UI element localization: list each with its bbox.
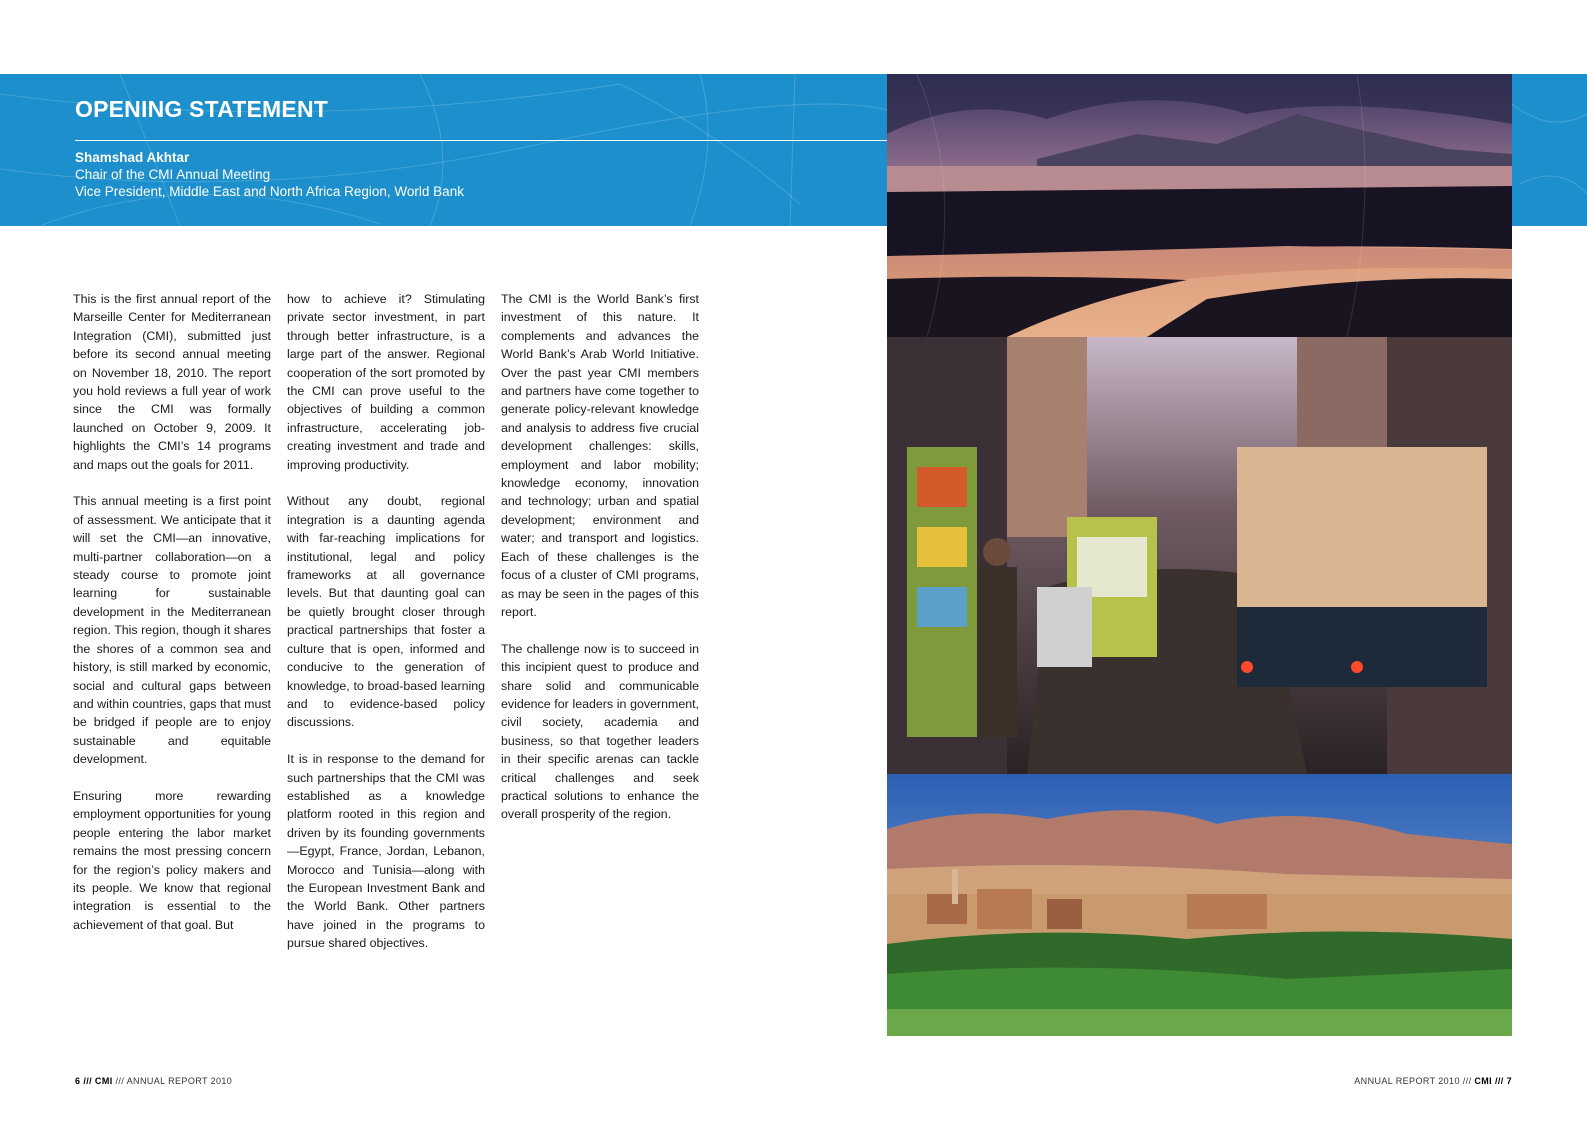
author-role: Chair of the CMI Annual Meeting xyxy=(75,167,271,182)
footer-title-right: ANNUAL REPORT 2010 xyxy=(1354,1076,1460,1086)
author-block xyxy=(75,149,464,200)
footer-separator: /// xyxy=(83,1076,93,1086)
paragraph: The challenge now is to succeed in this incipient quest to produce and share solid and communicable evidence for leaders in government, civil society, academia and business, so that together leaders in their specific arenas can tackle critical challenges and seek practical solutions to enhance the overall prosperity of the region. xyxy=(501,641,699,822)
text-column-2 xyxy=(287,290,485,971)
photo-desert-village xyxy=(887,774,1512,1036)
paragraph: Without any doubt, regional integration is a daunting agenda with far-reaching implications for institutional, legal and policy frameworks at all governance levels. But that daunting goal can be quietly brought closer through practical partnerships that foster a culture that is open, informed and conducive to the generation of knowledge, to broad-based learning and to evidence-based policy discussions. xyxy=(287,494,485,730)
text-column-1 xyxy=(73,290,271,971)
paragraph: This annual meeting is a first point of assessment. We anticipate that it will set the CMI—an innovative, multi-partner collaboration—on a steady course to promote joint learning for sustainable development in the Mediterranean region. This region, though it shares the shores of a common sea and history, is still marked by economic, social and cultural gaps between and within countries, gaps that must be bridged if people are to enjoy sustainable and equitable development. xyxy=(73,494,271,767)
paragraph: This is the first annual report of the Marseille Center for Mediterranean Integration (CMI), submitted just before its second annual meeting on November 18, 2010. The report you hold reviews a full year of work since the CMI was formally launched on October 9, 2009. It highlights the CMI’s 14 programs and maps out the goals for 2011. xyxy=(73,292,271,472)
paragraph: The CMI is the World Bank’s first investment of this nature. It complements and advances the World Bank’s Arab World Initiative. Over the past year CMI members and partners have come together to generate policy-relevant knowledge and analysis to address five crucial development challenges: skills, employment and labor mobility; knowledge economy, innovation and technology; urban and spatial development; environment and water; and transport and logistics. Each of these challenges is the focus of a cluster of CMI programs, as may be seen in the pages of this report. xyxy=(501,292,699,619)
photo-stack xyxy=(887,74,1512,1036)
footer-brand-right: CMI xyxy=(1474,1076,1493,1086)
footer-brand-left: CMI xyxy=(94,1076,113,1086)
page-number-left: 6 xyxy=(75,1076,81,1086)
text-column-3 xyxy=(501,290,699,971)
title-divider xyxy=(75,140,887,141)
author-position: Vice President, Middle East and North Africa Region, World Bank xyxy=(75,184,464,199)
paragraph: It is in response to the demand for such partnerships that the CMI was established as a knowledge platform rooted in this region and driven by its founding governments—Egypt, France, Jordan, Lebanon, Morocco and Tunisia—along with the European Investment Bank and the World Bank. Other partners have joined in the programs to pursue shared objectives. xyxy=(287,752,485,951)
paragraph: how to achieve it? Stimulating private sector investment, in part through better infrastructure, is a large part of the answer. Regional cooperation of the sort promoted by the CMI can prove useful to the objectives of building a common infrastructure, accelerating job-creating investment and trade and improving productivity. xyxy=(287,292,485,472)
footer-separator: /// xyxy=(1462,1076,1472,1086)
footer-separator: /// xyxy=(115,1076,125,1086)
footer-title-left: ANNUAL REPORT 2010 xyxy=(126,1076,233,1086)
page-title: OPENING STATEMENT xyxy=(75,96,328,122)
photo-sunset-lake xyxy=(887,74,1512,337)
footer-left xyxy=(75,1076,232,1086)
photo-market-street xyxy=(887,337,1512,774)
author-name: Shamshad Akhtar xyxy=(75,150,190,165)
body-text xyxy=(73,290,701,971)
footer-right xyxy=(1354,1076,1512,1086)
paragraph: Ensuring more rewarding employment opportunities for young people entering the labor market remains the most pressing concern for the region’s policy makers and its people. We know that regional integration is essential to the achievement of that goal. But xyxy=(73,788,271,932)
page-number-right: 7 xyxy=(1506,1076,1512,1086)
footer-separator: /// xyxy=(1494,1076,1504,1086)
